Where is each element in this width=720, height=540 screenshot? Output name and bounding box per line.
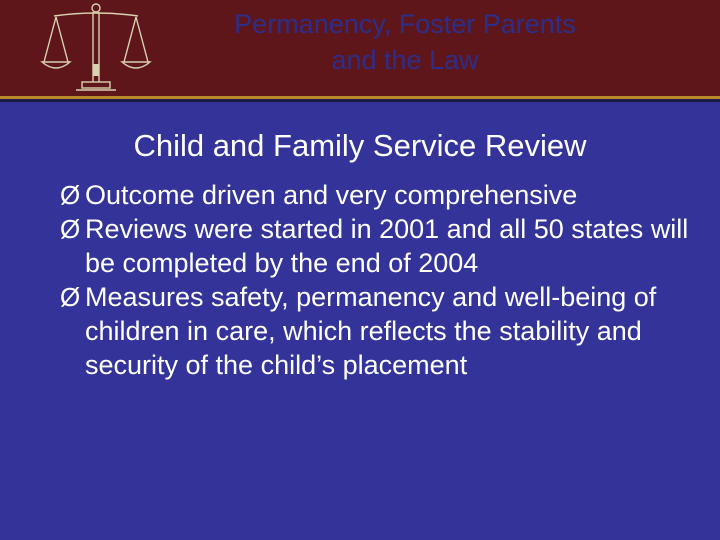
slide-subtitle: Child and Family Service Review: [133, 128, 587, 163]
header-bar: [0, 0, 720, 96]
arrow-bullet-icon: Ø: [60, 214, 81, 244]
bullet-text: Measures safety, permanency and well-being of children in care, which reflects the stability and security of the child’s placement: [85, 282, 657, 380]
bullet-item: [60, 178, 700, 212]
scales-of-justice-icon: [40, 2, 152, 92]
arrow-bullet-icon: Ø: [60, 282, 81, 312]
bullet-item: [60, 280, 700, 382]
header-divider-shadow: [0, 99, 720, 102]
arrow-bullet-icon: Ø: [60, 180, 81, 210]
bullet-text: Reviews were started in 2001 and all 50 states will be completed by the end of 2004: [85, 214, 689, 278]
bullet-text: Outcome driven and very comprehensive: [85, 180, 578, 210]
page-title: Permanency, Foster Parents and the Law: [234, 9, 576, 75]
bullet-item: [60, 212, 700, 280]
bullet-list: [60, 178, 700, 382]
